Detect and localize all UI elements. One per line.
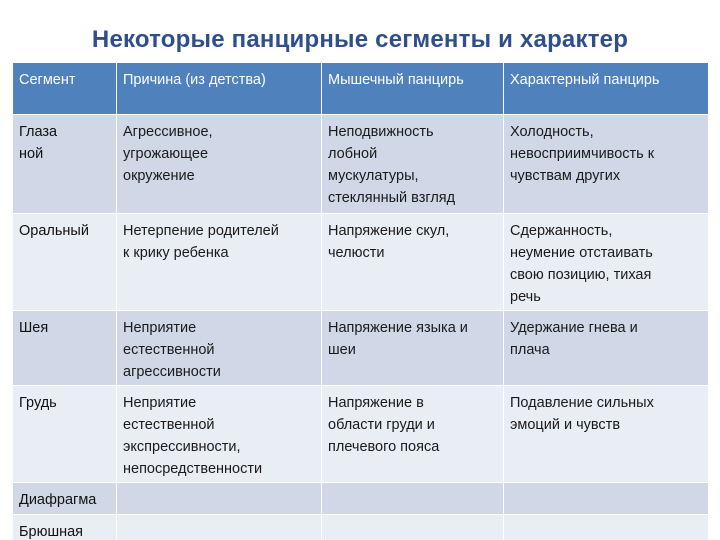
table-row [13, 483, 709, 515]
cell-segment: Диафрагма [13, 483, 117, 515]
cell-muscle: Напряжение скул, челюсти [322, 214, 504, 311]
cell-character: Холодность, невосприимчивость к чувствам других [504, 115, 709, 214]
cell-segment: Глаза ной [13, 115, 117, 214]
cell-segment: Грудь [13, 386, 117, 483]
cell-cause [117, 483, 322, 515]
cell-cause: Нетерпение родителей к крику ребенка [117, 214, 322, 311]
table-row [13, 214, 709, 311]
table-row [13, 311, 709, 386]
header-muscle-armor: Мышечный панцирь [322, 63, 504, 115]
cell-muscle [322, 483, 504, 515]
cell-cause: Неприятие естественной агрессивности [117, 311, 322, 386]
cell-muscle [322, 515, 504, 540]
cell-cause: Агрессивное, угрожающее окружение [117, 115, 322, 214]
cell-character [504, 515, 709, 540]
cell-segment: Шея [13, 311, 117, 386]
table-row [13, 115, 709, 214]
table-row [13, 515, 709, 540]
cell-character: Подавление сильных эмоций и чувств [504, 386, 709, 483]
table-row [13, 386, 709, 483]
cell-cause: Неприятие естественной экспрессивности, непосредственности [117, 386, 322, 483]
table-header-row [13, 63, 709, 115]
cell-segment: Оральный [13, 214, 117, 311]
segments-table [12, 62, 709, 540]
cell-muscle: Напряжение языка и шеи [322, 311, 504, 386]
header-character-armor: Характерный панцирь [504, 63, 709, 115]
cell-character: Сдержанность, неумение отстаивать свою позицию, тихая речь [504, 214, 709, 311]
header-cause: Причина (из детства) [117, 63, 322, 115]
slide-title: Некоторые панцирные сегменты и характер [91, 26, 629, 53]
header-segment: Сегмент [13, 63, 117, 115]
cell-character [504, 483, 709, 515]
cell-segment: Брюшная [13, 515, 117, 540]
cell-character: Удержание гнева и плача [504, 311, 709, 386]
cell-cause [117, 515, 322, 540]
cell-muscle: Неподвижность лобной мускулатуры, стеклянный взгляд [322, 115, 504, 214]
cell-muscle: Напряжение в области груди и плечевого пояса [322, 386, 504, 483]
